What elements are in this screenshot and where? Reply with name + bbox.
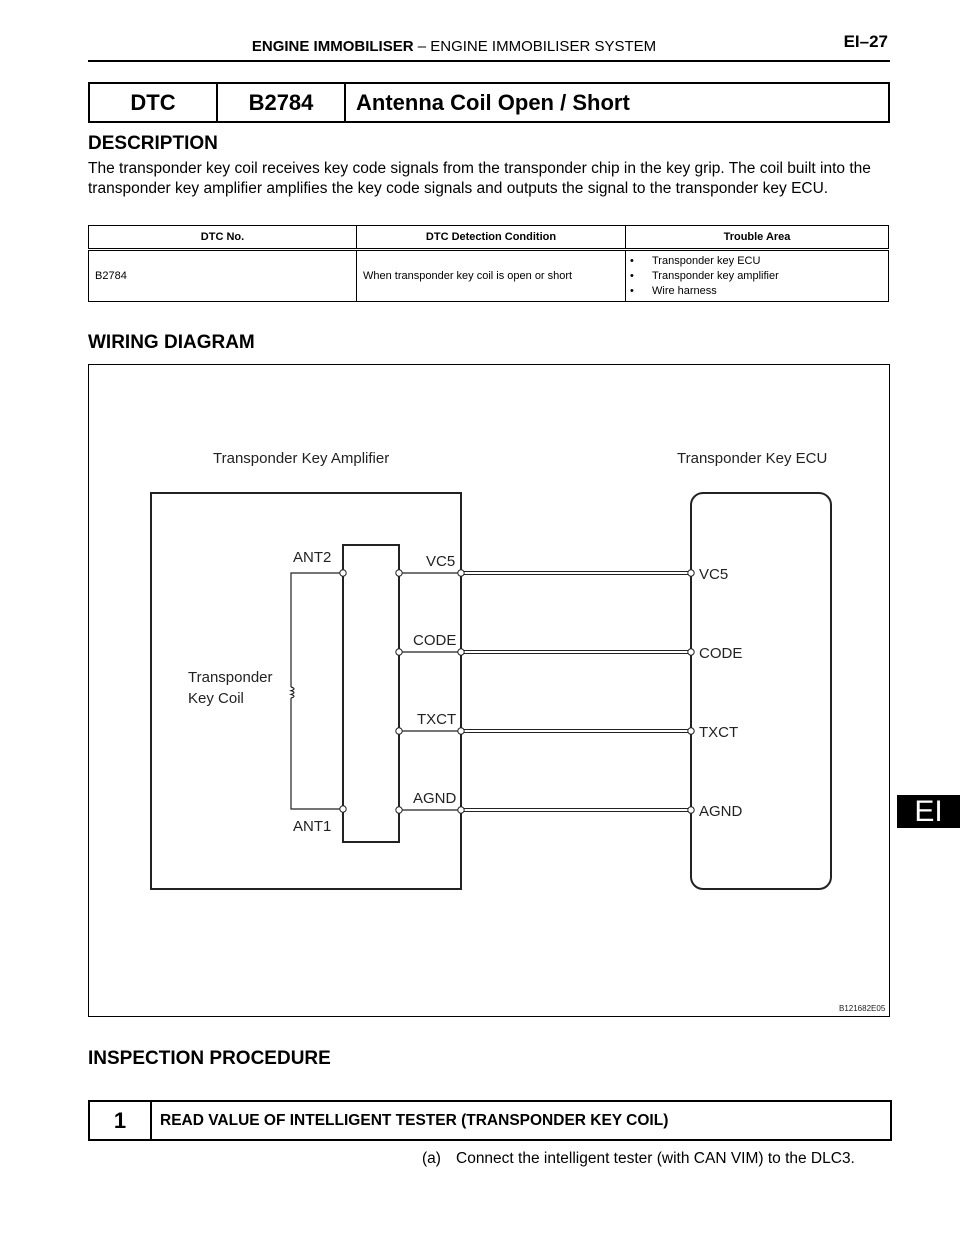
ecu-connector-terminal xyxy=(688,649,694,655)
th-detection-condition: DTC Detection Condition xyxy=(357,226,626,250)
amp-inner-terminal xyxy=(396,807,402,813)
step-box xyxy=(88,1100,892,1141)
coil-label-line2: Key Coil xyxy=(188,690,244,707)
ecu-terminal-label: CODE xyxy=(699,645,743,662)
amp-inner-terminal xyxy=(396,649,402,655)
page-header xyxy=(88,38,820,55)
ant1-terminal xyxy=(340,806,346,812)
section-side-tab: EI xyxy=(897,795,960,828)
header-system: ENGINE IMMOBILISER SYSTEM xyxy=(430,38,657,55)
table-header-row xyxy=(89,226,889,250)
coil-label-line1: Transponder xyxy=(188,669,273,686)
wiring-diagram xyxy=(88,364,890,1017)
trouble-area-item: • Transponder key ECU xyxy=(630,254,761,267)
cell-trouble-area xyxy=(626,250,889,302)
wiring-diagram-svg xyxy=(89,365,889,1016)
amp-inner-terminal xyxy=(396,570,402,576)
amp-terminal-label: CODE xyxy=(413,632,457,649)
figure-id: B121682E05 xyxy=(839,1004,886,1013)
ecu-terminal-label: VC5 xyxy=(699,566,729,583)
amp-terminal-label: VC5 xyxy=(426,553,456,570)
amp-connector-terminal xyxy=(458,570,464,576)
ant2-label: ANT2 xyxy=(293,549,332,566)
substep-text: Connect the intelligent tester (with CAN VIM) to the DLC3. xyxy=(456,1150,855,1167)
trouble-area-item: • Transponder key amplifier xyxy=(630,269,779,282)
amp-terminal-label: AGND xyxy=(413,790,457,807)
ecu-connector-terminal xyxy=(688,807,694,813)
amp-connector-terminal xyxy=(458,649,464,655)
ant1-label: ANT1 xyxy=(293,818,332,835)
substep-label: (a) xyxy=(422,1150,441,1167)
amplifier-inner-block xyxy=(343,545,399,842)
step-title: READ VALUE OF INTELLIGENT TESTER (TRANSPONDER KEY COIL) xyxy=(160,1111,669,1129)
coil-loop-wire xyxy=(291,573,343,809)
step-number: 1 xyxy=(90,1102,152,1139)
ecu-connector-terminal xyxy=(688,570,694,576)
description-heading: DESCRIPTION xyxy=(88,133,218,154)
trouble-area-item: • Wire harness xyxy=(630,284,717,297)
dtc-label: DTC xyxy=(90,84,218,121)
amp-connector-terminal xyxy=(458,728,464,734)
amp-terminal-label: TXCT xyxy=(417,711,457,728)
trouble-area-text: Transponder key ECU xyxy=(652,254,761,267)
header-rule xyxy=(88,60,890,62)
cell-dtc-no: B2784 xyxy=(89,250,357,302)
header-separator: – xyxy=(417,38,427,55)
trouble-area-text: Wire harness xyxy=(652,284,717,297)
amp-connector-terminal xyxy=(458,807,464,813)
description-text: The transponder key coil receives key code signals from the transponder chip in the key grip. The coil built into the transponder key amplifier amplifies the key code signals and outputs the signal to the transponder key ECU. xyxy=(88,160,871,197)
table-row xyxy=(89,250,889,302)
inspection-heading: INSPECTION PROCEDURE xyxy=(88,1048,331,1069)
ecu-terminal-label: AGND xyxy=(699,803,743,820)
ecu-title: Transponder Key ECU xyxy=(677,450,828,467)
ecu-terminal-label: TXCT xyxy=(699,724,739,741)
dtc-title: Antenna Coil Open / Short xyxy=(356,89,630,115)
ecu-box xyxy=(691,493,831,889)
ecu-connector-terminal xyxy=(688,728,694,734)
trouble-area-text: Transponder key amplifier xyxy=(652,269,779,282)
dtc-table xyxy=(88,225,889,302)
ant2-terminal xyxy=(340,570,346,576)
dtc-title-box xyxy=(88,82,890,123)
page-number: EI–27 xyxy=(843,32,888,51)
wiring-heading: WIRING DIAGRAM xyxy=(88,332,255,353)
coil-icon xyxy=(291,687,294,698)
cell-condition: When transponder key coil is open or short xyxy=(357,250,626,302)
amp-inner-terminal xyxy=(396,728,402,734)
th-dtc-no: DTC No. xyxy=(89,226,357,250)
header-section: ENGINE IMMOBILISER xyxy=(251,38,414,55)
amplifier-title: Transponder Key Amplifier xyxy=(213,450,390,467)
dtc-code: B2784 xyxy=(218,84,346,121)
th-trouble-area: Trouble Area xyxy=(626,226,889,250)
